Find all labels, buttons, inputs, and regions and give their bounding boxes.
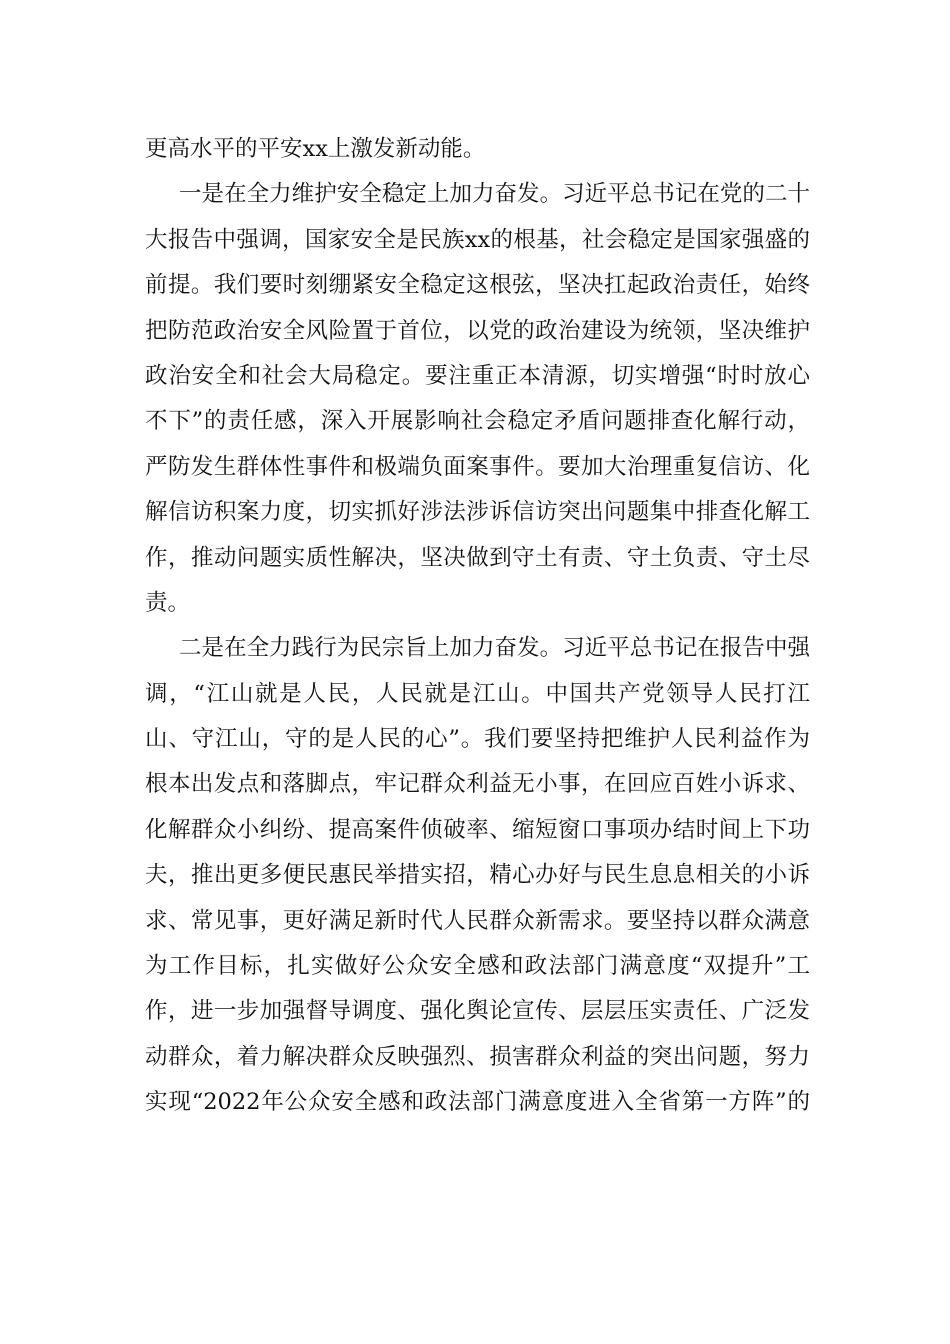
paragraph-line: 山、守江山，守的是人民的心”。我们要坚持把维护人民利益作为 [145, 726, 810, 753]
paragraph-line: 夫，推出更多便民惠民举措实招，精心办好与民生息息相关的小诉 [145, 862, 810, 889]
paragraph-line: 根本出发点和落脚点，牢记群众利益无小事，在回应百姓小诉求、 [145, 771, 810, 798]
paragraph-line: 实现“2022年公众安全感和政法部门满意度进入全省第一方阵”的 [145, 1089, 810, 1116]
paragraph-line: 动群众，着力解决群众反映强烈、损害群众利益的突出问题，努力 [145, 1043, 810, 1070]
paragraph-line: 严防发生群体性事件和极端负面案事件。要加大治理重复信访、化 [145, 453, 810, 480]
paragraph-line: 政治安全和社会大局稳定。要注重正本清源，切实增强“时时放心 [145, 362, 810, 389]
document-body [145, 127, 810, 1126]
paragraph-line: 更高水平的平安xx上激发新动能。 [145, 136, 486, 162]
paragraph-line: 责。 [145, 589, 191, 616]
paragraph-line: 不下”的责任感，深入开展影响社会稳定矛盾问题排查化解行动， [145, 408, 810, 435]
paragraph-line: 化解群众小纠纷、提高案件侦破率、缩短窗口事项办结时间上下功 [145, 816, 810, 843]
paragraph-line: 把防范政治安全风险置于首位，以党的政治建设为统领，坚决维护 [145, 317, 810, 344]
paragraph-line: 前提。我们要时刻绷紧安全稳定这根弦，坚决扛起政治责任，始终 [145, 272, 810, 299]
paragraph-line: 调，“江山就是人民，人民就是江山。中国共产党领导人民打江 [145, 680, 810, 707]
paragraph-line: 作，推动问题实质性解决，坚决做到守土有责、守土负责、守土尽 [145, 544, 810, 571]
paragraph-line: 为工作目标，扎实做好公众安全感和政法部门满意度“双提升”工 [145, 953, 810, 980]
paragraph-line: 一是在全力维护安全稳定上加力奋发。习近平总书记在党的二十 [179, 181, 810, 208]
paragraph-line: 解信访积案力度，切实抓好涉法涉诉信访突出问题集中排查化解工 [145, 499, 810, 526]
paragraph-line: 求、常见事，更好满足新时代人民群众新需求。要坚持以群众满意 [145, 907, 810, 934]
paragraph-line: 大报告中强调，国家安全是民族xx的根基，社会稳定是国家强盛的 [145, 226, 810, 253]
paragraph-line: 二是在全力践行为民宗旨上加力奋发。习近平总书记在报告中强 [179, 635, 810, 662]
paragraph-line: 作，进一步加强督导调度、强化舆论宣传、层层压实责任、广泛发 [145, 998, 810, 1025]
